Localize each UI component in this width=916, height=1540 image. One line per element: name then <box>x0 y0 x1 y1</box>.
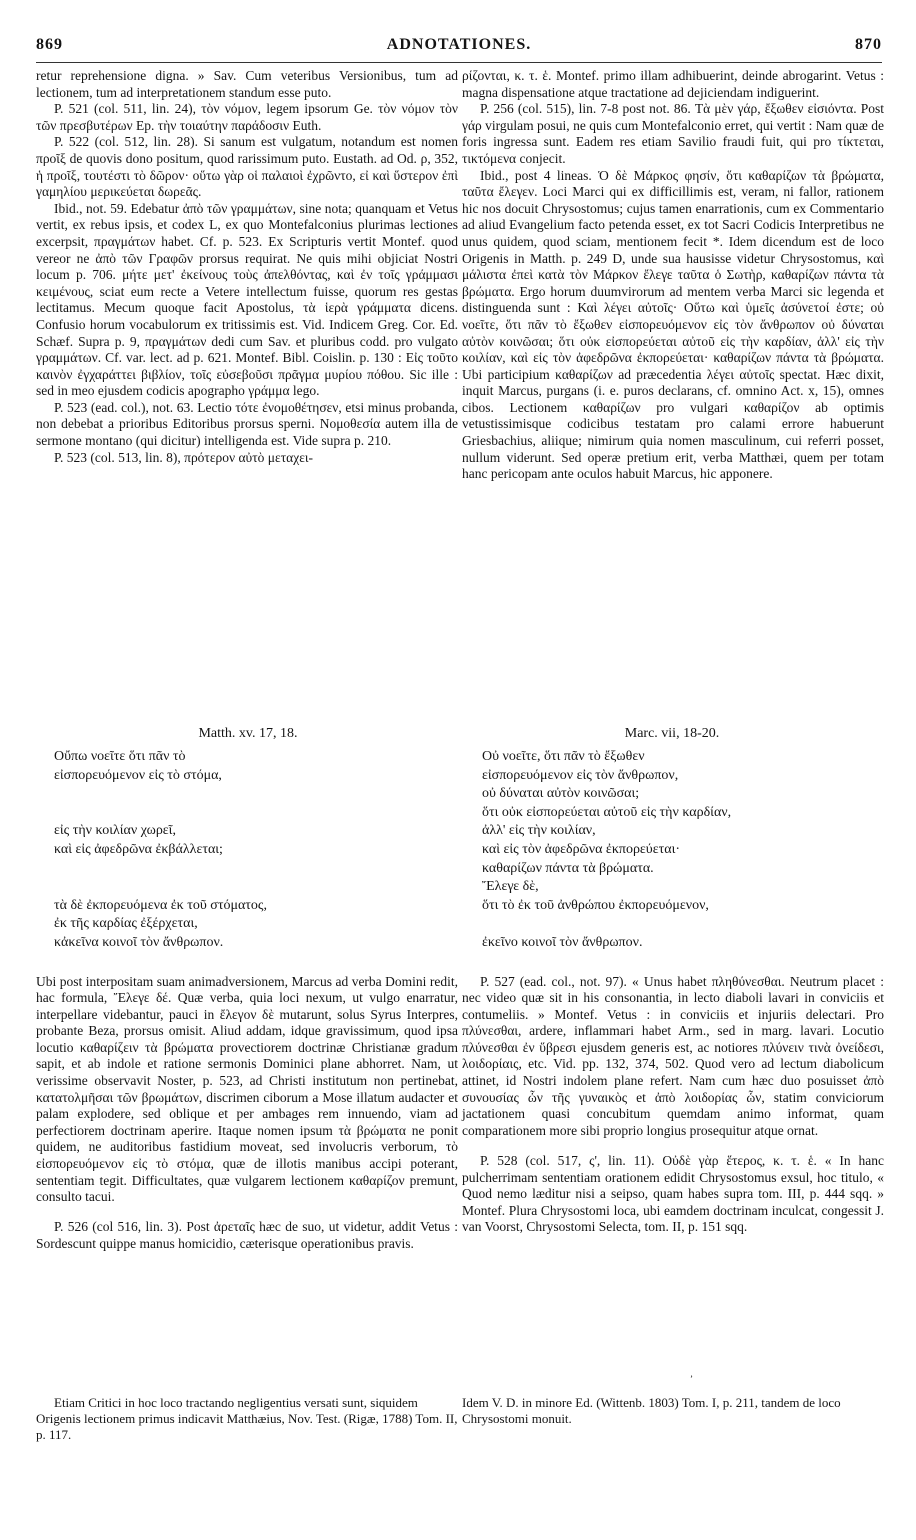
bottom-right-paragraph-2: P. 528 (col. 517, ς', lin. 11). Οὐδὲ γὰρ ἕτερος, κ. τ. ἑ. « In hanc pulcherrimam sententiam orationem edidit Chrysostomus exsul, hoc titulo, « Quod nemo læditur nisi a seipso, quam habes supra tom. III, p. 444 sqq. » Montef. Plura Chrysostomi loca, ubi eamdem doctrinam inculcat, congessit J. van Voorst, Chrysostomi Selecta, tom. II, p. 151 sqq. <box>462 1152 884 1235</box>
verse-line <box>54 785 267 804</box>
bottom-right-paragraph-1: P. 527 (ead. col., not. 97). « Unus habet πληθύνεσθαι. Neutrum placet : nec video quæ sit in his consonantia, in lecto diaboli lavari in conviciis et contumeliis. » Montef. Vetus : in conviciis et injuriis delectari. Pro πλύνεσθαι, ardere, inflammari habet Arm., sed in marg. lavari. Locutio πλύνεσθαι ἐν ὕβρεσι ejusdem generis est, ac notiores πλύνειν τινὰ ὀνείδεσι, λοιδορίαις, etc. Vid. pp. 132, 374, 502. Quod vero ad lectum diabolicum attinet, id Nostri indolem plane refert. Nam cum hæc duo posuisset ἀπὸ συνουσίας ὧν τῆς γυναικὸς et ἀπὸ λοιδορίας ὧν, statim conviciorum jactationem quasi concubitum quemdam animo informat, quam comparationem more sibi proprio longius prosequitur atque ornat. <box>462 973 884 1138</box>
left-paragraph-4: Ibid., not. 59. Edebatur ἀπὸ τῶν γραμμάτων, sine nota; quanquam et Vetus vertit, ex rebus ipsis, et codex L, ex quo Montefalconius plurimas lectiones excerpsit, πραγμάτων habet. Cf. p. 523. Ex Scripturis vertit Montef. quod vereor ne ἀπὸ τῶν Γραφῶν prorsus requirat. Ne quis mihi objiciat Nostri locum p. 706. μήτε μετ' ἐκείνους τοὺς ἀπελθόντας, καὶ ἐν τοῖς γράμμασι κειμένους, sciat eum recte a Vetere intellectum fuisse, quorum res gestas lectitamus. Mecum quoque facit Apostolus, τὰ ἱερὰ γράμματα dicens. Confusio horum vocabulorum ex tritissimis est. Vid. Indicem Greg. Cor. Ed. Schæf. Supra p. 9, πραγμάτων dedi cum Sav. et pluribus codd. pro vulgato γραμμάτων. Cf. var. lect. ad p. 621. Montef. Bibl. Coislin. p. 130 : Εἰς τοῦτο καινὸν ἐγχαράττει βιβλίον, τοῖς εὐσεβοῦσι πρᾶγμα μυρίου πόθου. Sic ille : sed in meo ejusdem codicis apographo γράμμα lego. <box>36 200 458 399</box>
verse-line: κἀκεῖνα κοινοῖ τὸν ἄνθρωπον. <box>54 934 224 950</box>
verse-line: εἰς τὴν κοιλίαν χωρεῖ, <box>54 823 176 839</box>
verse-line: εἰσπορευόμενον εἰς τὸ στόμα, <box>54 767 222 783</box>
verse-line: εἰσπορευόμενον εἰς τὸν ἄνθρωπον, <box>482 767 679 783</box>
running-header <box>36 36 882 58</box>
verse-line <box>54 804 267 823</box>
left-footnote <box>36 1395 458 1443</box>
left-paragraph-1: retur reprehensione digna. » Sav. Cum veteribus Versionibus, tum ad lectionem, tum ad interpretationem standum esse puto. <box>36 68 458 100</box>
verse-line <box>54 878 267 897</box>
right-paragraph-3: Ibid., post 4 lineas. Ὁ δὲ Μάρκος φησίν, ὅτι καθαρίζων τὰ βρώματα, ταῦτα ἔλεγεν. Loci Marci qui ex difficillimis est, veram, ni fallor, rationem hic nos docuit Chrysostomus; cujus tamen enarrationis, cum ex Commentario ad aliud Evangelium facto petenda esset, ex tot Sacri Codicis Interpretibus ne unus quidem, quod sciam, mentionem fecit *. Idem dicendum est de loco Origenis in Matth. p. 249 D, unde sua hausisse videtur Chrysostomus, καὶ μάλιστα ἐπεὶ κατὰ τὸν Μάρκον ἔλεγε ταῦτα ὁ Σωτὴρ, καθαρίζων πάντα τὰ βρώματα. Ergo horum duumvirorum ad mentem verba Marci sic legenda et distinguenda sunt : Καὶ λέγει αὐτοῖς· Οὕτω καὶ ὑμεῖς ἀσύνετοί ἐστε; οὐ νοεῖτε, ὅτι πᾶν τὸ ἔξωθεν εἰσπορευόμενον εἰς τὸν ἄνθρωπον οὐ δύναται αὐτὸν κοινῶσαι; ὅτι οὐκ εἰσπορεύεται αὐτοῦ εἰς τὴν καρδίαν, ἀλλ' εἰς τὴν κοιλίαν, καὶ εἰς τὸν ἀφεδρῶνα ἐκπορεύεται· καθαρίζων πάντα τὰ βρώματα. Ubi participium καθαρίζων ad præcedentia λέγει αὐτοῖς spectat. Hæc dixit, inquit Marcus, purgans (i. e. puros declarans, cf. omnino Act. x, 15), omnes cibos. Lectionem καθαρίζων pro vulgari καθαρίζον ab optimis vetustissimisque codicibus testatam pro calami errore habuerunt Griesbachius, aliique; nimirum quia nomen masculinum, cui referri posset, nullum viderunt. Sed operæ pretium erit, verba Matthæi, quem per totam hanc pericopam ante oculos habuit Marcus, hic apponere. <box>462 167 884 482</box>
verse-line: τὰ δὲ ἐκπορευόμενα ἐκ τοῦ στόματος, <box>54 897 267 913</box>
bottom-left-paragraph-2: P. 526 (col 516, lin. 3). Post ἀρεταῖς hæc de suo, ut videtur, addit Vetus : Sordescunt quippe manus homicidio, cæterisque operationibus pravis. <box>36 1219 458 1251</box>
bottom-left-paragraph-1: Ubi post interpositam suam animadversionem, Marcus ad verba Domini redit, hac formula, Ἔλεγε δέ. Quæ verba, quia loci nexum, ut vulgo enarratur, interpellare videbantur, pauci in ἔλεγον δὲ mutarunt, solus Syrus Interpres, probante Beza, prorsus omisit. Aliud addam, idque gravissimum, quod ipsa locutio καθαρίζειν τὰ βρώματα provectiorem doctrinæ Christianæ gradum sapit, et ab indole et ratione sermonis Dominici plane abhorret. Nam, ut verissime observavit Noster, p. 523, ad Christi institutum non pertinebat, κατατολμῆσαι τῶν βρωμάτων, discrimen ciborum a Mose illatum audacter et palam explodere, sed oblique et per ambages rem innuendo, viam ad perfectiorem doctrinam aperire. Itaque nomen ipsum τὰ βρώματα ne ponit quidem, ne auditoribus fastidium moveat, sed involucris verborum, τὸ εἰσπορευόμενον εἰς τὸ στόμα, quæ de illotis manibus accipi poterant, sententiam tegit. Difficultates, quæ vulgarem lectionem καθαρίζον premunt, consulto tacui. <box>36 973 458 1205</box>
mark-verse-text <box>482 748 731 953</box>
right-footnote <box>462 1395 884 1427</box>
verse-line <box>54 860 267 879</box>
verse-line: οὐ δύναται αὐτὸν κοινῶσαι; <box>482 786 640 802</box>
right-paragraph-2: P. 256 (col. 515), lin. 7-8 post not. 86. Τὰ μὲν γάρ, ἔξωθεν εἰσιόντα. Post γάρ virgulam posui, ne quis cum Montefalconio erret, qui vertit : Nam quæ de foris ingressa sunt. Eadem res etiam Savilio fraudi fuit, qui pro τίκτεται, τικτόμενα conjecit. <box>462 101 884 166</box>
left-paragraph-3: P. 522 (col. 512, lin. 28). Si sanum est vulgatum, notandum est nomen προῖξ de quovis dono positum, quod rarissimum puto. Eustath. ad Od. ρ, 352, ἡ προῖξ, τουτέστι τὸ δῶρον· οὕτω γὰρ οἱ παλαιοὶ ἐχρῶντο, εἰ καὶ ὕστερον ἐπὶ γαμηλίου μερικεύεται δωρεᾶς. <box>36 134 458 200</box>
page-title: ADNOTATIONES. <box>386 36 532 53</box>
verse-line: Οὔπω νοεῖτε ὅτι πᾶν τὸ <box>54 749 186 764</box>
matthew-verse-heading: Matth. xv. 17, 18. <box>198 726 298 741</box>
verse-line: Ἔλεγε δὲ, <box>482 879 539 895</box>
header-rule <box>36 62 882 63</box>
print-speck: ʼ <box>690 1374 693 1384</box>
verse-line: ἐκεῖνο κοινοῖ τὸν ἄνθρωπον. <box>482 934 643 950</box>
page-number-right: 870 <box>855 36 882 53</box>
left-column <box>36 68 458 466</box>
left-paragraph-2: P. 521 (col. 511, lin. 24), τὸν νόμον, legem ipsorum Ge. τὸν νόμον τὸν τῶν πρεσβυτέρων Ep. τὴν τοιαύτην παράδοσιν Euth. <box>36 101 458 133</box>
verse-line: Οὐ νοεῖτε, ὅτι πᾶν τὸ ἔξωθεν <box>482 749 645 764</box>
verse-line: καὶ εἰς ἀφεδρῶνα ἐκβάλλεται; <box>54 841 223 857</box>
left-paragraph-5: P. 523 (ead. col.), not. 63. Lectio τότε ἐνομοθέτησεν, etsi minus probanda, non debebat a prioribus Editoribus prorsus sperni. Νομοθεσία autem illa de sermone montano (qui dicitur) intelligenda est. Vide supra p. 210. <box>36 399 458 449</box>
right-column <box>462 68 884 483</box>
verse-line: καθαρίζων πάντα τὰ βρώματα. <box>482 860 654 876</box>
verse-line: ὅτι τὸ ἐκ τοῦ ἀνθρώπου ἐκπορευόμενον, <box>482 897 709 913</box>
matthew-verse-text <box>54 748 267 953</box>
bottom-left-column <box>36 960 458 1266</box>
verse-line <box>482 915 731 934</box>
verse-line: ἀλλ' εἰς τὴν κοιλίαν, <box>482 823 596 839</box>
verse-line: καὶ εἰς τὸν ἀφεδρῶνα ἐκπορεύεται· <box>482 841 681 857</box>
right-footnote-text: Idem V. D. in minore Ed. (Wittenb. 1803) Tom. I, p. 211, tandem de loco Chrysostomi monuit. <box>462 1395 841 1426</box>
verse-line: ὅτι οὐκ εἰσπορεύεται αὐτοῦ εἰς τὴν καρδίαν, <box>482 804 732 820</box>
mark-verse-heading: Marc. vii, 18-20. <box>624 726 720 741</box>
left-footnote-text: Etiam Critici in hoc loco tractando negligentius versati sunt, siquidem Origenis lectionem primus indicavit Matthæius, Nov. Test. (Rigæ, 1788) Tom. II, p. 117. <box>36 1395 458 1442</box>
right-paragraph-1: ρίζονται, κ. τ. ἑ. Montef. primo illam adhibuerint, deinde abrogarint. Vetus : magna dispensatione atque tractatione ad dejiciendam indiguerint. <box>462 68 884 100</box>
verse-line: ἐκ τῆς καρδίας ἐξέρχεται, <box>54 916 198 932</box>
bottom-right-column <box>462 960 884 1249</box>
page-number-left: 869 <box>36 36 63 53</box>
left-paragraph-6: P. 523 (col. 513, lin. 8), πρότερον αὐτὸ μεταχει- <box>54 449 313 465</box>
